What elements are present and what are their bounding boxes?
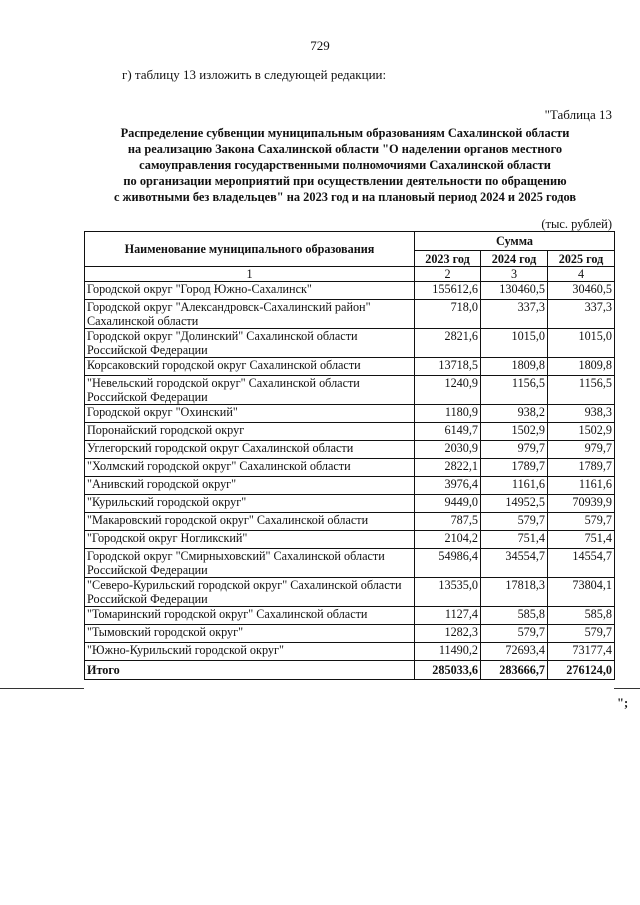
- table-label: "Таблица 13: [544, 107, 612, 122]
- value-2025: 73804,1: [548, 578, 615, 607]
- total-row: [85, 661, 615, 680]
- value-2024: 585,8: [481, 607, 548, 625]
- table-row: [85, 477, 615, 495]
- table-row: [85, 423, 615, 441]
- column-number: 1: [85, 267, 415, 282]
- table-row: [85, 441, 615, 459]
- value-2024: 1789,7: [481, 459, 548, 477]
- value-2024: 14952,5: [481, 495, 548, 513]
- value-2025: 30460,5: [548, 282, 615, 300]
- table-row: [85, 578, 615, 607]
- page-number: 729: [310, 38, 330, 53]
- units-label: (тыс. рублей): [541, 217, 612, 231]
- municipality-name: "Тымовский городской округ": [85, 625, 415, 643]
- value-2024: 938,2: [481, 405, 548, 423]
- value-2024: 1015,0: [481, 329, 548, 358]
- value-2023: 9449,0: [415, 495, 481, 513]
- column-number: 3: [481, 267, 548, 282]
- municipality-name: "Невельский городской округ" Сахалинской области Российской Федерации: [85, 376, 415, 405]
- column-header-2025: 2025 год: [548, 251, 615, 267]
- value-2025: 1809,8: [548, 358, 615, 376]
- title-line: самоуправления государственными полномочиями Сахалинской области: [139, 158, 551, 172]
- table-row: [85, 643, 615, 661]
- value-2023: 1282,3: [415, 625, 481, 643]
- value-2024: 1502,9: [481, 423, 548, 441]
- value-2025: 585,8: [548, 607, 615, 625]
- total-2023: 285033,6: [415, 661, 481, 680]
- value-2023: 1240,9: [415, 376, 481, 405]
- municipality-name: "Томаринский городской округ" Сахалинской области: [85, 607, 415, 625]
- value-2024: 751,4: [481, 531, 548, 549]
- value-2023: 6149,7: [415, 423, 481, 441]
- municipality-name: "Макаровский городской округ" Сахалинской области: [85, 513, 415, 531]
- table-row: [85, 282, 615, 300]
- column-header-name: Наименование муниципального образования: [85, 232, 415, 267]
- value-2025: 14554,7: [548, 549, 615, 578]
- municipality-name: "Курильский городской округ": [85, 495, 415, 513]
- value-2024: 1809,8: [481, 358, 548, 376]
- table-title: [70, 125, 620, 205]
- value-2024: 979,7: [481, 441, 548, 459]
- municipality-name: "Анивский городской округ": [85, 477, 415, 495]
- table-row: [85, 459, 615, 477]
- value-2025: 1015,0: [548, 329, 615, 358]
- column-number: 4: [548, 267, 615, 282]
- table-row: [85, 405, 615, 423]
- value-2023: 2822,1: [415, 459, 481, 477]
- value-2024: 34554,7: [481, 549, 548, 578]
- municipality-name: Городской округ "Охинский": [85, 405, 415, 423]
- value-2023: 155612,6: [415, 282, 481, 300]
- value-2024: 1156,5: [481, 376, 548, 405]
- municipality-name: "Северо-Курильский городской округ" Сахалинской области Российской Федерации: [85, 578, 415, 607]
- table-row: [85, 495, 615, 513]
- value-2023: 2104,2: [415, 531, 481, 549]
- value-2025: 337,3: [548, 300, 615, 329]
- value-2023: 3976,4: [415, 477, 481, 495]
- municipality-name: Городской округ "Александровск-Сахалинский район" Сахалинской области: [85, 300, 415, 329]
- value-2023: 2030,9: [415, 441, 481, 459]
- total-2024: 283666,7: [481, 661, 548, 680]
- value-2024: 579,7: [481, 513, 548, 531]
- value-2025: 1789,7: [548, 459, 615, 477]
- value-2023: 54986,4: [415, 549, 481, 578]
- column-header-sum: Сумма: [415, 232, 615, 251]
- value-2025: 73177,4: [548, 643, 615, 661]
- value-2023: 13535,0: [415, 578, 481, 607]
- column-header-2024: 2024 год: [481, 251, 548, 267]
- scan-line-artifact: [0, 688, 84, 689]
- municipality-name: "Холмский городской округ" Сахалинской области: [85, 459, 415, 477]
- total-label: Итого: [85, 661, 415, 680]
- table-row: [85, 549, 615, 578]
- value-2025: 1161,6: [548, 477, 615, 495]
- value-2025: 70939,9: [548, 495, 615, 513]
- value-2023: 1180,9: [415, 405, 481, 423]
- value-2023: 718,0: [415, 300, 481, 329]
- value-2025: 1156,5: [548, 376, 615, 405]
- column-number: 2: [415, 267, 481, 282]
- table-row: [85, 300, 615, 329]
- column-header-2023: 2023 год: [415, 251, 481, 267]
- municipality-name: Городской округ "Долинский" Сахалинской области Российской Федерации: [85, 329, 415, 358]
- title-line: Распределение субвенции муниципальным образованиям Сахалинской области: [120, 126, 570, 140]
- value-2025: 979,7: [548, 441, 615, 459]
- value-2023: 787,5: [415, 513, 481, 531]
- table-row: [85, 531, 615, 549]
- title-line: по организации мероприятий при осуществлении деятельности по обращению: [123, 174, 567, 188]
- table-row: [85, 607, 615, 625]
- municipality-name: "Южно-Курильский городской округ": [85, 643, 415, 661]
- title-line: на реализацию Закона Сахалинской области "О наделении органов местного: [127, 142, 563, 156]
- table-row: [85, 625, 615, 643]
- value-2025: 579,7: [548, 625, 615, 643]
- value-2024: 17818,3: [481, 578, 548, 607]
- municipality-name: Углегорский городской округ Сахалинской области: [85, 441, 415, 459]
- value-2024: 1161,6: [481, 477, 548, 495]
- value-2025: 579,7: [548, 513, 615, 531]
- value-2024: 579,7: [481, 625, 548, 643]
- subvention-table: [84, 231, 615, 680]
- municipality-name: Городской округ "Смирныховский" Сахалинской области Российской Федерации: [85, 549, 415, 578]
- scan-line-artifact: [614, 688, 640, 689]
- intro-text: г) таблицу 13 изложить в следующей редакции:: [122, 67, 387, 82]
- value-2025: 751,4: [548, 531, 615, 549]
- value-2023: 11490,2: [415, 643, 481, 661]
- value-2024: 130460,5: [481, 282, 548, 300]
- municipality-name: Городской округ "Город Южно-Сахалинск": [85, 282, 415, 300]
- value-2024: 337,3: [481, 300, 548, 329]
- municipality-name: Поронайский городской округ: [85, 423, 415, 441]
- value-2025: 1502,9: [548, 423, 615, 441]
- value-2025: 938,3: [548, 405, 615, 423]
- value-2024: 72693,4: [481, 643, 548, 661]
- title-line: с животными без владельцев" на 2023 год и на плановый период 2024 и 2025 годов: [113, 190, 577, 204]
- closing-quote: ";: [617, 696, 629, 710]
- table-row: [85, 358, 615, 376]
- table-row: [85, 329, 615, 358]
- municipality-name: Корсаковский городской округ Сахалинской области: [85, 358, 415, 376]
- value-2023: 1127,4: [415, 607, 481, 625]
- table-row: [85, 376, 615, 405]
- value-2023: 13718,5: [415, 358, 481, 376]
- total-2025: 276124,0: [548, 661, 615, 680]
- table-body: [85, 282, 615, 661]
- value-2023: 2821,6: [415, 329, 481, 358]
- municipality-name: "Городской округ Ногликский": [85, 531, 415, 549]
- table-row: [85, 513, 615, 531]
